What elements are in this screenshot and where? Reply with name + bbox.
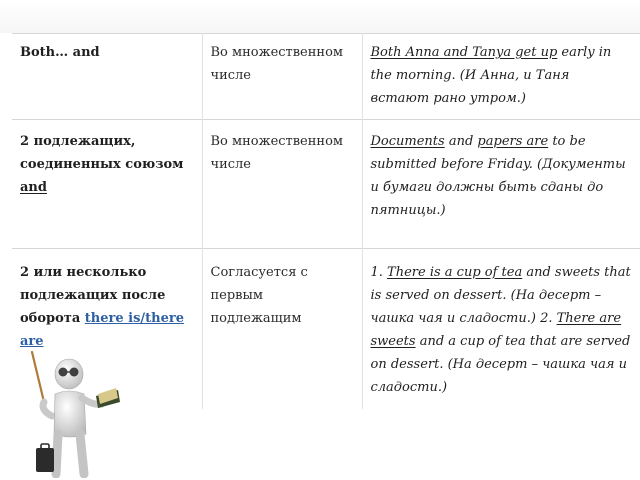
agreement-cell <box>202 249 362 410</box>
rule-text: Both… and <box>20 45 100 60</box>
agreement-text: Согласуется с первым подлежащим <box>210 265 308 326</box>
rule-text: 2 или несколько подлежащих после оборота <box>20 265 166 326</box>
example-underlined: Both Anna and Tanya get up <box>370 45 558 60</box>
example-underlined: There are sweets <box>370 311 622 349</box>
example-underlined: There is a cup of tea <box>387 265 523 280</box>
top-band <box>0 0 640 33</box>
example-text: early in the morning. (И Анна, и Таня встают рано утром.) <box>370 45 612 106</box>
there-is-there-are-link[interactable]: there is/there are <box>20 311 185 349</box>
agreement-text: Во множественном числе <box>210 45 344 83</box>
teacher-figure-icon <box>22 350 132 478</box>
table-row <box>12 120 640 249</box>
agreement-cell <box>202 34 362 120</box>
example-text: and <box>444 134 478 149</box>
rule-cell <box>12 120 202 249</box>
agreement-cell <box>202 120 362 249</box>
rule-underlined: and <box>20 180 47 195</box>
example-cell <box>362 249 640 410</box>
example-text: and a cup of tea that are served on dessert. (На десерт – чашка чая и сладости.) <box>370 334 631 395</box>
rule-cell <box>12 34 202 120</box>
table-row <box>12 34 640 120</box>
agreement-text: Во множественном числе <box>210 134 344 172</box>
rule-text: 2 подлежащих, соединенных союзом <box>20 134 184 172</box>
example-underlined: papers are <box>477 134 549 149</box>
example-text: 1. <box>370 265 388 280</box>
example-cell <box>362 34 640 120</box>
example-text: to be submitted before Friday. (Документы и бумаги должны быть сданы до пятницы.) <box>370 134 626 218</box>
example-cell <box>362 120 640 249</box>
example-underlined: Documents <box>370 134 445 149</box>
example-text: and sweets that is served on dessert. (На десерт – чашка чая и сладости.) 2. <box>370 265 631 326</box>
